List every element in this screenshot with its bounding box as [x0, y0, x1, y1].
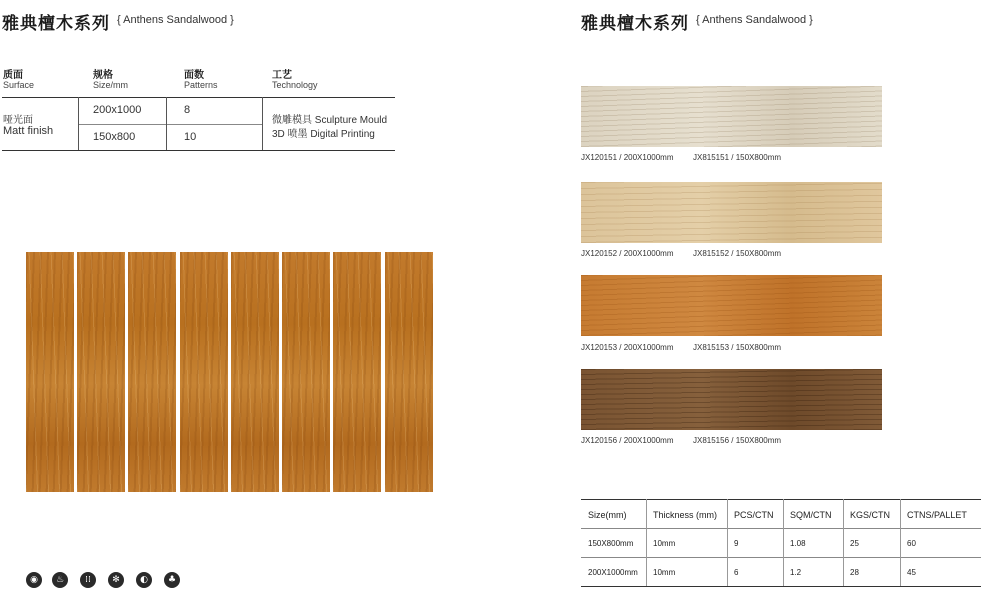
- packing-cell: 10mm: [653, 568, 676, 577]
- packing-cell: 150X800mm: [588, 539, 634, 548]
- spec-header-surface-cn: 质面: [3, 70, 23, 81]
- wood-plank: [282, 252, 330, 492]
- wood-plank: [26, 252, 74, 492]
- spec-bottom-rule: [2, 150, 395, 151]
- tile-code: JX120153 / 200X1000mm: [581, 343, 674, 352]
- packing-bottom-rule: [581, 586, 981, 587]
- packing-cell: 200X1000mm: [588, 568, 638, 577]
- spec-tech-1: 微雕模具 Sculpture Mould: [272, 115, 388, 126]
- anti-slip-icon: ◐: [136, 572, 152, 588]
- spec-header-patterns-cn: 面数: [184, 70, 204, 81]
- right-title-cn: 雅典檀木系列: [581, 14, 689, 34]
- grid-icon: ⁞⁞: [80, 572, 96, 588]
- wood-plank: [385, 252, 433, 492]
- packing-row-rule: [581, 557, 981, 558]
- packing-divider: [843, 499, 844, 586]
- left-title-cn: 雅典檀木系列: [2, 14, 110, 34]
- spec-header-technology-cn: 工艺: [272, 70, 292, 81]
- packing-header: CTNS/PALLET: [907, 510, 967, 520]
- spec-divider: [78, 97, 79, 150]
- tile-code: JX815151 / 150X800mm: [693, 153, 782, 162]
- packing-header: Thickness (mm): [653, 510, 718, 520]
- packing-divider: [646, 499, 647, 586]
- tile-code: JX120156 / 200X1000mm: [581, 436, 674, 445]
- spec-size-2: 150x800: [93, 131, 136, 143]
- left-title-en: { Anthens Sandalwood }: [117, 14, 234, 26]
- packing-header: PCS/CTN: [734, 510, 774, 520]
- tile-code: JX815152 / 150X800mm: [693, 249, 782, 258]
- packing-cell: 45: [907, 568, 916, 577]
- packing-row-rule: [581, 528, 981, 529]
- packing-header: Size(mm): [588, 510, 627, 520]
- wood-plank: [231, 252, 279, 492]
- packing-cell: 6: [734, 568, 739, 577]
- packing-divider: [783, 499, 784, 586]
- right-title-en: { Anthens Sandalwood }: [696, 14, 813, 26]
- spec-pattern-1: 8: [184, 104, 191, 116]
- snowflake-icon: ✻: [108, 572, 124, 588]
- tree-icon: ♣: [164, 572, 180, 588]
- wood-plank: [180, 252, 228, 492]
- spec-header-size-en: Size/mm: [93, 80, 129, 90]
- packing-divider: [900, 499, 901, 586]
- packing-cell: 60: [907, 539, 916, 548]
- spec-header-surface-en: Surface: [3, 80, 35, 90]
- tile-code: JX815153 / 150X800mm: [693, 343, 782, 352]
- wood-plank: [77, 252, 125, 492]
- packing-cell: 1.08: [790, 539, 806, 548]
- packing-cell: 10mm: [653, 539, 676, 548]
- packing-header: KGS/CTN: [850, 510, 891, 520]
- packing-top-rule: [581, 499, 981, 500]
- spec-surface-en: Matt finish: [3, 125, 54, 137]
- tile-swatch-2: [581, 182, 882, 243]
- tile-swatch-1: [581, 86, 882, 147]
- matt-icon: ◉: [26, 572, 42, 588]
- spec-header-technology-en: Technology: [272, 80, 318, 90]
- tile-code: JX120152 / 200X1000mm: [581, 249, 674, 258]
- wood-plank: [128, 252, 176, 492]
- spec-header-patterns-en: Patterns: [184, 80, 218, 90]
- wood-plank: [333, 252, 381, 492]
- spec-surface-cn: 哑光面: [3, 115, 33, 126]
- tile-swatch-3: [581, 275, 882, 336]
- packing-cell: 1.2: [790, 568, 802, 577]
- packing-cell: 28: [850, 568, 859, 577]
- spec-header-size-cn: 规格: [93, 70, 113, 81]
- packing-header: SQM/CTN: [790, 510, 832, 520]
- spec-top-rule: [2, 97, 395, 98]
- spec-size-1: 200x1000: [93, 104, 142, 116]
- tile-code: JX120151 / 200X1000mm: [581, 153, 674, 162]
- tile-swatch-4: [581, 369, 882, 430]
- spec-pattern-2: 10: [184, 131, 197, 143]
- tile-code: JX815156 / 150X800mm: [693, 436, 782, 445]
- packing-cell: 9: [734, 539, 739, 548]
- packing-divider: [727, 499, 728, 586]
- fire-icon: ♨: [52, 572, 68, 588]
- spec-divider: [262, 97, 263, 150]
- packing-cell: 25: [850, 539, 859, 548]
- spec-tech-2: 3D 喷墨 Digital Printing: [272, 129, 375, 140]
- spec-mid-rule: [78, 124, 262, 125]
- spec-divider: [166, 97, 167, 150]
